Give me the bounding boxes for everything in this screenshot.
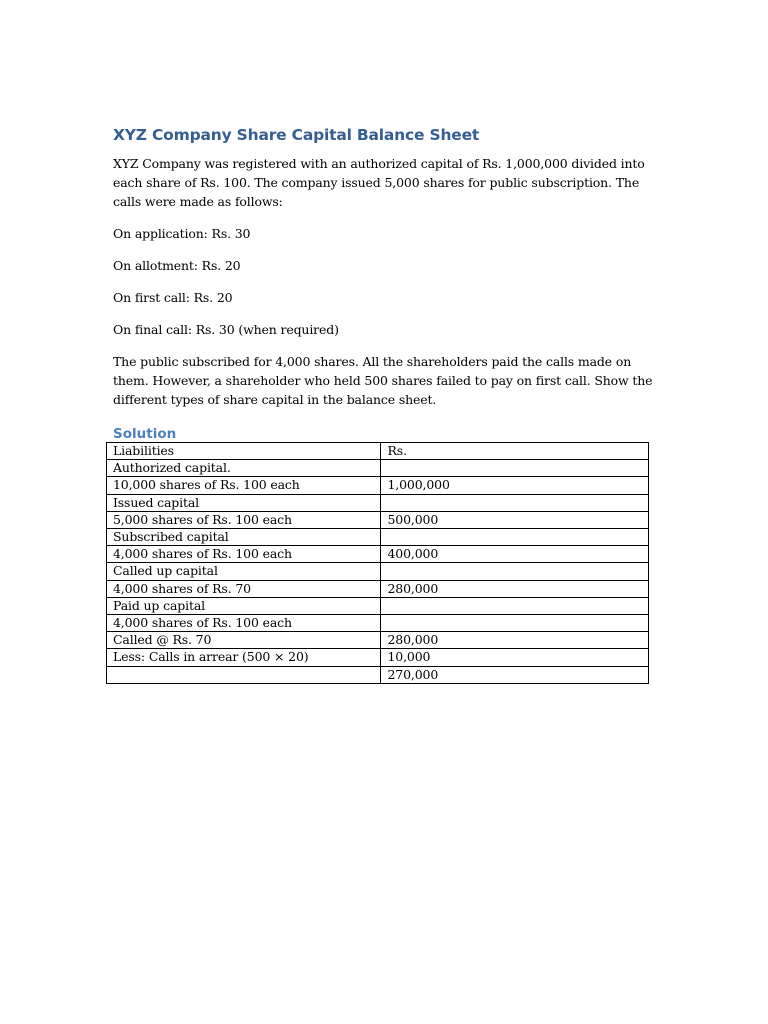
header-amount: Rs. xyxy=(381,443,649,460)
call-final: On final call: Rs. 30 (when required) xyxy=(113,322,339,337)
row-label: Called up capital xyxy=(107,563,381,580)
table-row xyxy=(107,477,649,494)
table-row xyxy=(107,615,649,632)
solution-heading: Solution xyxy=(113,426,177,442)
row-amount: 10,000 xyxy=(381,649,649,666)
row-label: Less: Calls in arrear (500 × 20) xyxy=(107,649,381,666)
row-label: Issued capital xyxy=(107,494,381,511)
table-row xyxy=(107,580,649,597)
row-amount xyxy=(381,597,649,614)
table-header-row xyxy=(107,443,649,460)
problem-paragraph: The public subscribed for 4,000 shares. All the shareholders paid the calls made on them. However, a shareholder who held 500 shares failed to pay on first call. Show the different types of share capital in the balance sheet. xyxy=(113,354,653,407)
row-amount xyxy=(381,494,649,511)
row-label: 4,000 shares of Rs. 100 each xyxy=(107,615,381,632)
intro-paragraph: XYZ Company was registered with an authorized capital of Rs. 1,000,000 divided into each share of Rs. 100. The company issued 5,000 shares for public subscription. The calls were made as follows: xyxy=(113,156,645,209)
table-row xyxy=(107,597,649,614)
call-first: On first call: Rs. 20 xyxy=(113,290,233,305)
balance-sheet-table xyxy=(106,442,649,684)
row-amount: 280,000 xyxy=(381,580,649,597)
row-label xyxy=(107,666,381,683)
row-label: 4,000 shares of Rs. 100 each xyxy=(107,546,381,563)
row-label: Paid up capital xyxy=(107,597,381,614)
row-label: 10,000 shares of Rs. 100 each xyxy=(107,477,381,494)
document-title: XYZ Company Share Capital Balance Sheet xyxy=(113,126,480,144)
call-application: On application: Rs. 30 xyxy=(113,226,251,241)
row-label: 5,000 shares of Rs. 100 each xyxy=(107,511,381,528)
row-amount: 400,000 xyxy=(381,546,649,563)
row-label: Subscribed capital xyxy=(107,529,381,546)
table-row xyxy=(107,632,649,649)
call-allotment: On allotment: Rs. 20 xyxy=(113,258,241,273)
row-label: 4,000 shares of Rs. 70 xyxy=(107,580,381,597)
row-amount: 270,000 xyxy=(381,666,649,683)
row-amount: 1,000,000 xyxy=(381,477,649,494)
table-row xyxy=(107,511,649,528)
table-row xyxy=(107,563,649,580)
table-row xyxy=(107,529,649,546)
table-row xyxy=(107,494,649,511)
table-row xyxy=(107,649,649,666)
row-amount xyxy=(381,563,649,580)
row-label: Called @ Rs. 70 xyxy=(107,632,381,649)
table-row xyxy=(107,460,649,477)
document-content xyxy=(113,124,653,446)
header-liabilities: Liabilities xyxy=(107,443,381,460)
row-amount xyxy=(381,460,649,477)
table-row xyxy=(107,546,649,563)
row-amount xyxy=(381,615,649,632)
row-amount: 500,000 xyxy=(381,511,649,528)
row-label: Authorized capital. xyxy=(107,460,381,477)
table-row xyxy=(107,666,649,683)
row-amount: 280,000 xyxy=(381,632,649,649)
row-amount xyxy=(381,529,649,546)
